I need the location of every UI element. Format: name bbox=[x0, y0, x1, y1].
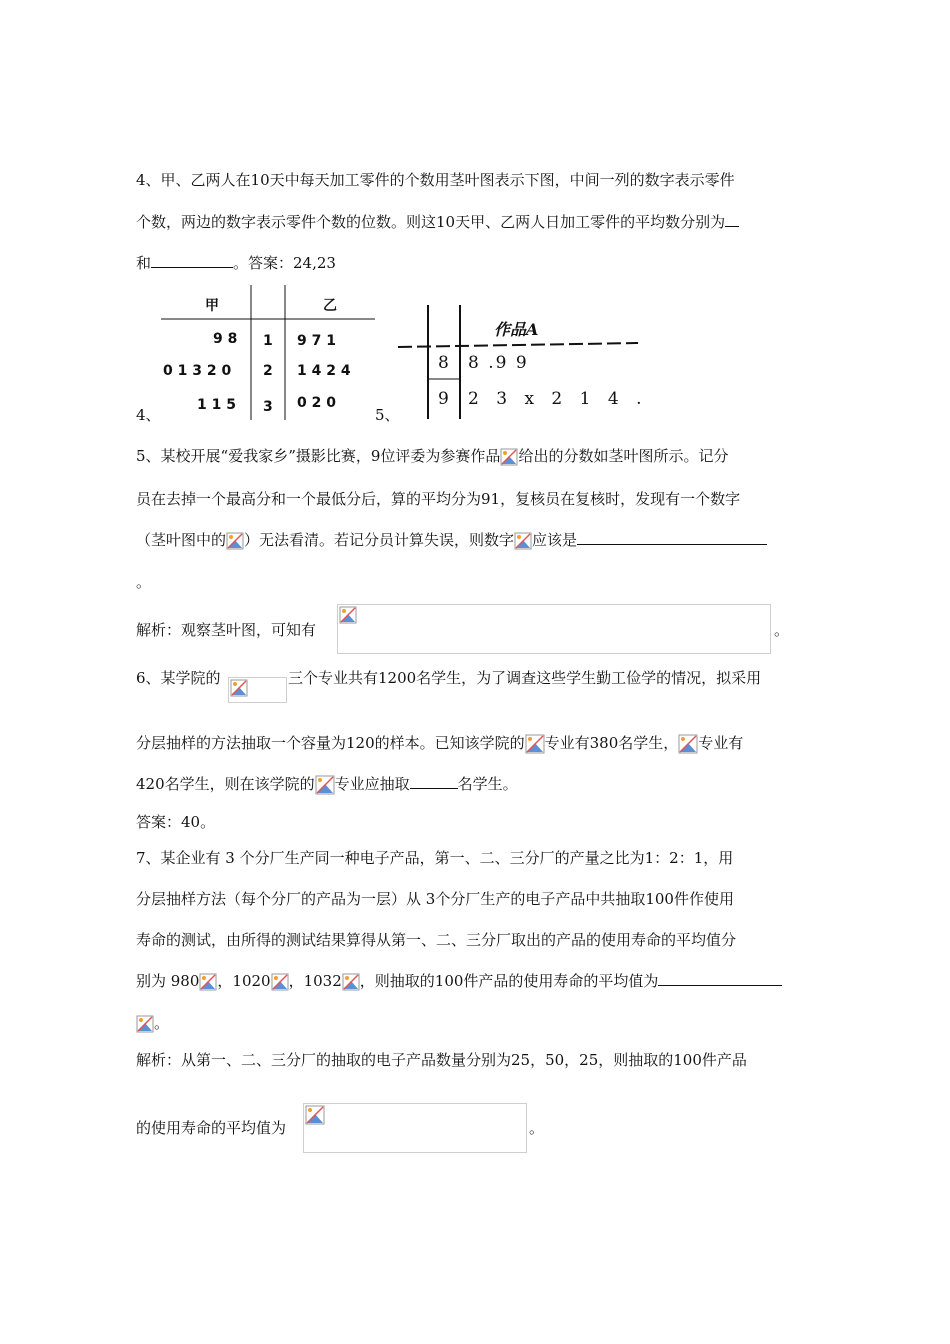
q5-line-2: 员在去掉一个最高分和一个最低分后，算的平均分为91，复核员在复核时，发现有一个数字 bbox=[136, 490, 741, 508]
q5-line-3-b: ）无法看清。若记分员计算失误，则数字 bbox=[244, 531, 515, 549]
q7-line-3: 寿命的测试，由所得的测试结果算得从第一、二、三分厂取出的产品的使用寿命的平均值分 bbox=[136, 931, 737, 949]
stem-leaf-header-jia: 甲 bbox=[205, 298, 219, 314]
q4-line-1: 4、甲、乙两人在10天中每天加工零件的个数用茎叶图表示下图，中间一列的数字表示零件 bbox=[136, 171, 735, 189]
q7-line-1: 7、某企业有 3 个分厂生产同一种电子产品，第一、二、三分厂的产量之比为1：2：1，用 bbox=[136, 849, 734, 867]
q6-blank bbox=[410, 774, 458, 789]
q5-analysis: 解析：观察茎叶图，可知有 bbox=[136, 621, 317, 639]
q5-analysis-formula-image bbox=[337, 604, 771, 654]
q7-line-4-c: ，1032 bbox=[288, 972, 342, 990]
q7-line-4 bbox=[136, 971, 782, 991]
scan-row-1-stem: 8 bbox=[438, 353, 449, 373]
q4-answer: 。答案：24,23 bbox=[233, 254, 336, 272]
q5-line-1 bbox=[136, 446, 728, 466]
stem-leaf-row-2-stem: 2 bbox=[263, 363, 273, 379]
scan-row-2-stem: 9 bbox=[438, 389, 449, 409]
stem-leaf-row-3-right: 0 2 0 bbox=[297, 395, 336, 411]
q6-line-1-b: 三个专业共有1200名学生，为了调查这些学生勤工俭学的情况，拟采用 bbox=[288, 669, 762, 687]
q5-line-1-a: 5、某校开展“爱我家乡”摄影比赛，9位评委为参赛作品 bbox=[136, 447, 501, 465]
q7-analysis-2: 的使用寿命的平均值为 bbox=[136, 1119, 287, 1137]
q5-blank bbox=[577, 530, 767, 545]
stem-leaf-figure-zuopin-a bbox=[398, 303, 648, 421]
q5-line-3 bbox=[136, 530, 767, 550]
q6-line-2 bbox=[136, 733, 743, 754]
broken-image-icon bbox=[230, 679, 248, 697]
q6-line-3-a: 420名学生，则在该学院的 bbox=[136, 775, 315, 793]
q7-analysis-2-end: 。 bbox=[529, 1119, 545, 1137]
q7-analysis-formula-image bbox=[303, 1103, 527, 1153]
broken-image-icon bbox=[500, 448, 518, 466]
scan-row-1-leaves: 8 .9 9 bbox=[468, 353, 529, 373]
q5-analysis-end: 。 bbox=[774, 621, 790, 639]
q4-blank-1 bbox=[725, 212, 739, 227]
q5-line-4: 。 bbox=[136, 573, 152, 591]
q6-line-2-b: 专业有380名学生， bbox=[544, 734, 679, 752]
broken-image-icon bbox=[305, 1105, 325, 1125]
q6-line-1-a: 6、某学院的 bbox=[136, 669, 221, 687]
scan-header-zuopin-a: 作品A bbox=[494, 320, 539, 339]
q7-line-5-end: 。 bbox=[154, 1014, 170, 1032]
broken-image-icon bbox=[525, 734, 545, 754]
broken-image-icon bbox=[315, 775, 335, 795]
q7-line-4-d: ，则抽取的100件产品的使用寿命的平均值为 bbox=[359, 972, 659, 990]
q6-line-3-b: 专业应抽取 bbox=[334, 775, 410, 793]
q5-line-3-c: 应该是 bbox=[532, 531, 578, 549]
q4-line-2 bbox=[136, 212, 739, 232]
broken-image-icon bbox=[199, 973, 217, 991]
q6-line-2-c: 专业有 bbox=[698, 734, 744, 752]
q6-line-3-c: 名学生。 bbox=[457, 775, 518, 793]
q7-analysis-1: 解析：从第一、二、三分厂的抽取的电子产品数量分别为25，50，25，则抽取的100件产品 bbox=[136, 1051, 747, 1069]
broken-image-icon bbox=[271, 973, 289, 991]
q6-line-3 bbox=[136, 774, 518, 795]
q4-line-3-a: 和 bbox=[136, 254, 152, 272]
broken-image-icon bbox=[339, 606, 357, 624]
q4-blank-2 bbox=[151, 253, 233, 268]
broken-image-icon bbox=[342, 973, 360, 991]
q6-answer: 答案：40。 bbox=[136, 813, 216, 831]
scan-row-2-leaves: 2 3 x 2 1 4 . bbox=[468, 389, 648, 409]
q4-figure-label-5: 5、 bbox=[375, 406, 400, 424]
broken-image-icon bbox=[514, 532, 532, 550]
broken-image-icon bbox=[226, 532, 244, 550]
stem-leaf-row-1-right: 9 7 1 bbox=[297, 333, 336, 349]
q4-figure-label-4: 4、 bbox=[136, 406, 161, 424]
q5-line-1-b: 给出的分数如茎叶图所示。记分 bbox=[518, 447, 729, 465]
stem-leaf-row-1-stem: 1 bbox=[263, 333, 273, 349]
stem-leaf-row-2-right: 1 4 2 4 bbox=[297, 363, 351, 379]
stem-leaf-figure-jia-yi bbox=[155, 285, 380, 420]
stem-leaf-row-3-stem: 3 bbox=[263, 399, 273, 415]
stem-leaf-header-yi: 乙 bbox=[323, 298, 337, 314]
stem-leaf-row-1-left: 9 8 bbox=[213, 331, 238, 347]
q5-line-3-a: （茎叶图中的 bbox=[136, 531, 227, 549]
stem-leaf-row-3-left: 1 1 5 bbox=[197, 397, 236, 413]
q7-line-4-b: ，1020 bbox=[217, 972, 271, 990]
q7-blank bbox=[658, 971, 782, 986]
q7-line-2: 分层抽样方法（每个分厂的产品为一层）从 3个分厂生产的电子产品中共抽取100件作使用 bbox=[136, 890, 734, 908]
broken-image-icon bbox=[136, 1015, 154, 1033]
stem-leaf-row-2-left: 0 1 3 2 0 bbox=[163, 363, 232, 379]
q7-line-4-a: 别为 980 bbox=[136, 972, 200, 990]
q6-abc-image bbox=[228, 677, 287, 703]
q4-line-2-text: 个数，两边的数字表示零件个数的位数。则这10天甲、乙两人日加工零件的平均数分别为 bbox=[136, 213, 726, 231]
broken-image-icon bbox=[678, 734, 698, 754]
q6-line-2-a: 分层抽样的方法抽取一个容量为120的样本。已知该学院的 bbox=[136, 734, 525, 752]
q7-line-5 bbox=[136, 1013, 169, 1033]
q4-line-3 bbox=[136, 253, 336, 273]
